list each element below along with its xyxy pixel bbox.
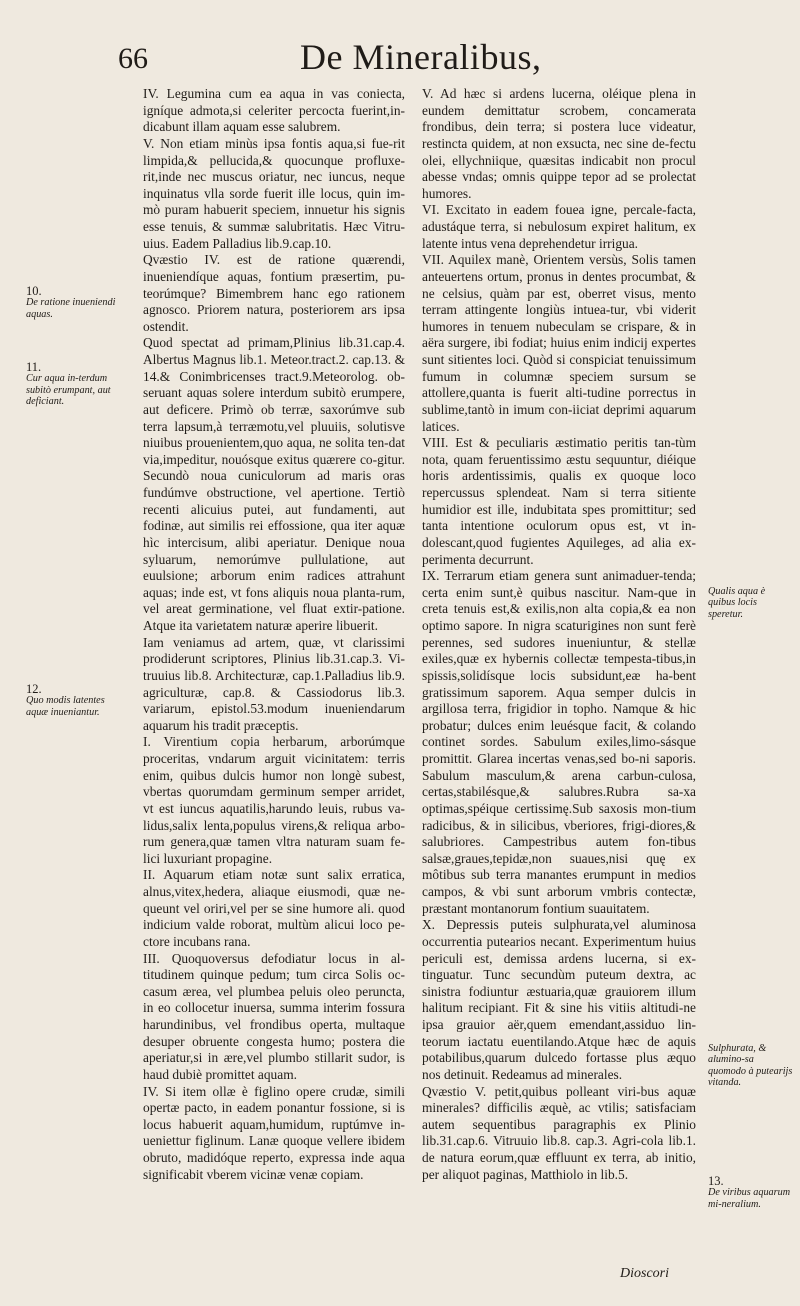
paragraph: Quod spectat ad primam,Plinius lib.31.cap.4. Albertus Magnus lib.1. Meteor.tract.2. cap.13. & 14.& Conimbricenses tract.9.Meteorolog. ob-seruant aquas solere interdum subitò erumpere, aut deficere. Primò ob terræ, saxorúmve sub terra lapsum,à terræmotu,vel pluuiis, solutisve niuibus prouenientem,quo aqua, ne solita ten-dat via,impeditur, nouósque exitus quærere co-gitur. Secundò noua cuniculorum ad maris oras fundúmve obstructione, vel apertione. Tertiò recenti alicuius putei, aut fundamenti, aut fodinæ, aut similis rei effossione, qua iter aquæ hìc intercisum, alibi aperiatur. Denique noua syluarum, nemorúmve pullulatione, aut euulsione; arborum enim radices attrahunt aquas; inde est, vt fons aliquis noua planta-rum, vel areat germinatione, vel fluat extir-patione. Atque ita varietatem naturæ aperire libuerit. (143, 335, 405, 633)
paragraph: IV. Si item ollæ è figlino opere crudæ, simili opertæ pacto, in eadem ponantur fossione, si is locus habuerit aquam,humidum, ruptúmve in-ueniettur figlinum. Lanæ quoque vellere ibidem obruto, madidóque reperto, expressa inde aqua significabit vberem vicinæ venæ copiam. (143, 1083, 405, 1182)
paragraph: III. Quoquoversus defodiatur locus in al-titudinem quinque pedum; tum circa Solis oc-casum ærea, vel plumbea peluis oleo peruncta, in eo collocetur inuersa, summa interim fossura harundinibus, vel frondibus operta, multaque desuper obruente congesta humo; postera die aperiatur,si in ære,vel plumbo stillarit sudor, is haud dubiè promittet aquam. (143, 950, 405, 1082)
paragraph: VII. Aquilex manè, Orientem versùs, Solis tamen anteuertens ortum, pronus in dentes procumbat, & ne celsius, quàm par est, oberret visus, mento terram attingente longiùs intuea-tur, vbi viderit humores in tenuem nubeculam se crispare, & in aëra surgere, ibi fodiat; huius enim indicij expertes sunt sitientes loci. Quòd si conspiciat tenuissimum fumum in columnæ speciem sursum se attollere,quanta is fuerit alti-tudine porrectus in sublime,tantò in imum con-iiciat deprimi aquarum latices. (422, 252, 696, 434)
margin-note-number: 12. (26, 682, 42, 696)
margin-note (708, 1176, 794, 1210)
margin-note-text: Qualis aqua è quibus locis speretur. (708, 586, 766, 620)
paragraph: IX. Terrarum etiam genera sunt animaduer-tenda; certa enim sunt,è quibus nascitur. Nam-que in creta tenuis est,& exilis,non alta copia,& ea non optimo sapore. In nigra scaturigines non sunt ferè perennes, sed sudores inueniuntur, & stellæ exiles,quæ ex hybernis collectæ tempesta-tibus,in spissis,solidísque locis subsidunt,eæ ha-bent gratissimum saporem. Aqua semper dulcis in argillosa terra, frigidior in topho. Namque & hic probatur; dulces enim leuésque facit, & colando continet sordes. Sabulum exiles,limo-sásque promittit. Glarea incertas venas,sed bo-ni saporis. Sabulum masculum,& arena carbun-culosa, certas,stabilésque,& salubres.Rubra sa-xa optimas,spéique certissimę.Sub saxosis mon-tium radicibus, & in silicibus, vberiores, frigi-diores,& salubriores. Campestribus autem fon-tibus salsæ,graues,tepidæ,non suaues,nisi quę ex môtibus sub terra manantes erumpunt in medios campos, & vbi sunt arborum vmbris contectæ, præstant montanorum fontium suauitatem. (422, 568, 696, 916)
running-title: De Mineralibus, (300, 37, 542, 77)
margin-note-number: 11. (26, 360, 42, 374)
paragraph: Qvæstio IV. est de ratione quærendi, inueniendíque aquas, fontium præsertim, pu-teorúmque? Bimembrem hanc ego rationem agnosco. Priorem natura, posteriorem ars ipsa ostendit. (143, 252, 405, 334)
paragraph: I. Virentium copia herbarum, arborúmque proceritas, vndarum arguit vicinitatem: terris enim, quibus dulcis humor non longè subest, vbertas quorumdam germinum semper arridet, vt est iuncus aquatilis,harundo leuis, rubus va-lidus,salix lenta,populus virens,& reliqua arbo-rum genera,quæ tamen vltra naturam suam fe-lici luxuriant propagine. (143, 734, 405, 866)
margin-note-text: Cur aqua in-terdum subitò erumpant, aut deficiant. (26, 373, 111, 408)
paragraph: VIII. Est & peculiaris æstimatio peritis tan-tùm nota, quam feruentissimo æstu sequuntur, diéique horis ardentissimis, qualis ex quoque loco repercussus splendeat. Nam si terra sitiente humidior est ille, indubitata spes promittitur; sed tanta intentione oculorum opus est, vt in-dolescant,quod fugientes Aquileges, ad alia ex-perimenta decurrunt. (422, 435, 696, 567)
margin-note-number: 10. (26, 284, 42, 298)
right-text-column (422, 86, 696, 1183)
margin-note (708, 586, 794, 620)
margin-note-text: Sulphurata, & alumino-sa quomodo à putearijs vitanda. (708, 1043, 793, 1089)
paragraph: Qvæstio V. petit,quibus polleant viri-bus aquæ minerales? difficilis æquè, ac vtilis; satisfaciam autem sequentibus paragraphis ex Plinio lib.31.cap.6. Vitruuio lib.8. cap.3. Agri-cola lib.1. de natura eorum,quæ effluunt ex terra, ab initio, per aliquot paginas, Matthiolo in lib.5. (422, 1083, 696, 1182)
margin-note-text: Quo modis latentes aquæ inueniantur. (26, 695, 105, 718)
catchword: Dioscori (620, 1266, 669, 1281)
margin-note (26, 684, 124, 718)
paragraph: Iam veniamus ad artem, quæ, vt clarissimi prodiderunt scriptores, Plinius lib.31.cap.3. Vi-truuius lib.8. Architecturæ, cap.1.Palladius lib.9. agriculturæ, cap.8. & Cassiodorus lib.3. variarum, epistol.53.modum inueniendarum aquarum his tradit præceptis. (143, 634, 405, 733)
left-text-column (143, 86, 405, 1183)
paragraph: II. Aquarum etiam notæ sunt salix erratica, alnus,vitex,hedera, aliaque eiusmodi, quæ ne-queunt vel oriri,vel per se sine humore ali. quod indicium valde roborat, multùm alicui loco pe-ctore incubans rana. (143, 867, 405, 949)
margin-note (26, 362, 124, 408)
margin-note (26, 286, 124, 320)
page-number: 66 (118, 42, 148, 75)
paragraph: VI. Excitato in eadem fouea igne, percale-facta, adustáque terra, si nebulosum expiret halitum, ex latente intus vena deprehendetur irrigua. (422, 202, 696, 251)
paragraph: IV. Legumina cum ea aqua in vas coniecta, igníque admota,si celeriter percocta fuerint,in-dicabunt illam aquam esse salubrem. (143, 86, 405, 135)
paragraph: V. Ad hæc si ardens lucerna, oléique plena in eundem demittatur scrobem, concamerata frondibus, dein terra; si postera luce videatur, restincta quidem, at non exsucta, nec sine de-fectu olei, ellychniique, quæsitas indicabit non procul abesse vndas; omnis quippe tepor ad se prolectat humores. (422, 86, 696, 201)
margin-note-text: De ratione inueniendi aquas. (26, 297, 116, 320)
paragraph: X. Depressis puteis sulphurata,vel aluminosa occurrentia putearios necant. Experimentum huius periculi est, demissa ardens lucerna, si ex-tinguatur. Tunc secundùm puteum dextra, ac sinistra fodiuntur æstuaria,quæ grauiorem illum halitum recipiant. Fit & sine his vitiis altitudi-ne ipsa grauior aër,quem emendant,assiduo lin-teorum iactatu euentilando.Atque hæc de aquis potabilibus,quarum dulcedo fortasse plus æquo nos detinuit. Redeamus ad minerales. (422, 917, 696, 1082)
margin-note-number: 13. (708, 1174, 724, 1188)
margin-note (708, 1043, 794, 1089)
margin-note-text: De viribus aquarum mi-neralium. (708, 1187, 791, 1210)
paragraph: V. Non etiam minùs ipsa fontis aqua,si fue-rit limpida,& pellucida,& quocunque profluxe-rit,inde nec muscus oriatur, nec iuncus, neque inquinatus vlla sorde fuerit ille locus, quin im-mò puram habuerit speciem, innuetur his signis esse tenuis, & summæ salubritatis. Hæc Vitru-uius. Eadem Palladius lib.9.cap.10. (143, 135, 405, 251)
